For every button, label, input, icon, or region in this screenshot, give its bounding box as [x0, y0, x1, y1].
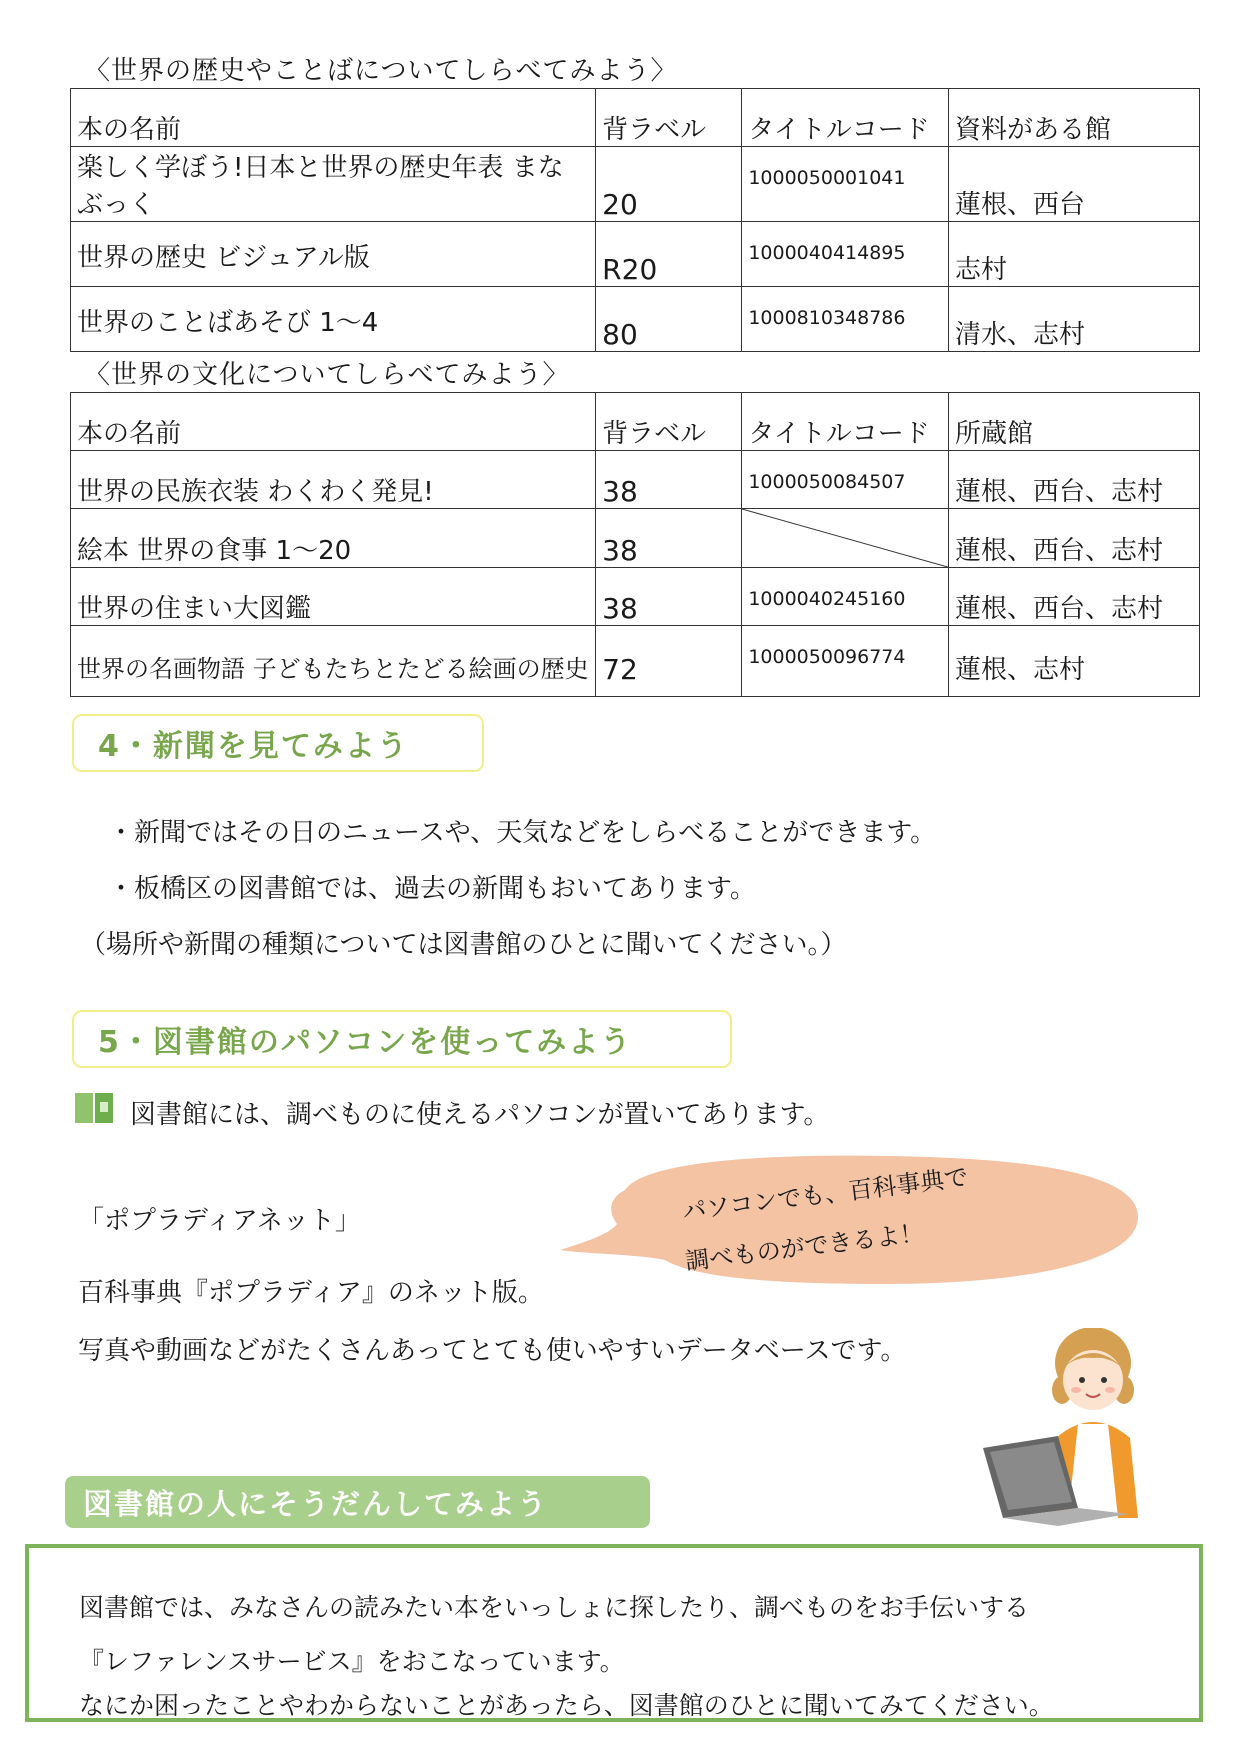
bubble-line-1: パソコンでも、百科事典で	[680, 1162, 970, 1226]
service-name: 「ポプラディアネット」	[78, 1206, 361, 1236]
spine-label: 38	[596, 451, 742, 509]
reference-line-2: 『レファレンスサービス』をおこなっています。	[79, 1647, 625, 1676]
title-code-cell	[742, 147, 949, 222]
header-book-name: 本の名前	[71, 89, 596, 147]
header-library: 資料がある館	[948, 89, 1199, 147]
reference-banner: 図書館の人にそうだんしてみよう	[65, 1476, 650, 1528]
newspaper-note: （場所や新聞の種類については図書館のひとに聞いてください。）	[80, 930, 847, 960]
bullet-dot: ・	[108, 874, 135, 904]
pc-heading: 5・図書館のパソコンを使ってみよう	[72, 1010, 732, 1068]
table-header-row	[71, 89, 1200, 147]
section-title-history: 〈世界の歴史やことばについてしらべてみよう〉	[84, 56, 678, 86]
header-title-code: タイトルコード	[742, 393, 949, 451]
table-row	[71, 451, 1200, 509]
title-code-cell-empty	[742, 509, 949, 568]
reference-line-3: なにか困ったことやわからないことがあったら、図書館のひとに聞いてみてください。	[79, 1691, 1054, 1720]
table-row	[71, 147, 1200, 222]
table-row	[71, 287, 1200, 352]
header-library: 所蔵館	[948, 393, 1199, 451]
library-list: 蓮根、西台、志村	[948, 451, 1199, 509]
speech-bubble	[555, 1150, 1145, 1290]
title-code-cell	[742, 287, 949, 352]
book-name: 楽しく学ぼう!日本と世界の歴史年表 まなぶっく	[71, 147, 596, 222]
history-book-table	[70, 88, 1200, 352]
title-code: 1000050096774	[748, 646, 906, 668]
librarian-illustration	[978, 1328, 1148, 1528]
spine-label: 72	[596, 626, 742, 697]
book-name: 世界の住まい大図鑑	[71, 568, 596, 626]
library-list: 蓮根、西台	[948, 147, 1199, 222]
title-code: 1000810348786	[748, 307, 906, 329]
header-title-code: タイトルコード	[742, 89, 949, 147]
book-name: 世界の歴史 ビジュアル版	[71, 222, 596, 287]
book-name: 世界の民族衣装 わくわく発見!	[71, 451, 596, 509]
reference-box	[25, 1544, 1203, 1722]
bullet-text: 板橋区の図書館では、過去の新聞もおいてあります。	[134, 874, 756, 904]
book-name: 絵本 世界の食事 1～20	[71, 509, 596, 568]
spine-label: 20	[596, 147, 742, 222]
library-list: 蓮根、志村	[948, 626, 1199, 697]
newspaper-heading: 4・新聞を見てみよう	[72, 714, 484, 772]
book-name: 世界のことばあそび 1～4	[71, 287, 596, 352]
pc-intro: 図書館には、調べものに使えるパソコンが置いてあります。	[130, 1100, 830, 1130]
spine-label: 38	[596, 568, 742, 626]
newspaper-bullet-2	[108, 868, 756, 905]
title-code: 1000050001041	[748, 167, 906, 189]
library-list: 清水、志村	[948, 287, 1199, 352]
bullet-text: 新聞ではその日のニュースや、天気などをしらべることができます。	[134, 818, 937, 848]
header-spine-label: 背ラベル	[596, 393, 742, 451]
book-name: 世界の名画物語 子どもたちとたどる絵画の歴史	[71, 626, 596, 697]
header-spine-label: 背ラベル	[596, 89, 742, 147]
library-list: 蓮根、西台、志村	[948, 568, 1199, 626]
table-row	[71, 509, 1200, 568]
spine-label: R20	[596, 222, 742, 287]
title-code-cell	[742, 451, 949, 509]
newspaper-bullet-1	[108, 812, 936, 849]
table-row	[71, 626, 1200, 697]
book-icon	[74, 1090, 114, 1126]
table-row	[71, 568, 1200, 626]
bullet-dot: ・	[108, 818, 135, 848]
reference-line-1: 図書館では、みなさんの読みたい本をいっしょに探したり、調べものをお手伝いする	[79, 1593, 1030, 1622]
title-code: 1000050084507	[748, 471, 906, 493]
spine-label: 80	[596, 287, 742, 352]
title-code-cell	[742, 568, 949, 626]
service-desc-1: 百科事典『ポプラディア』のネット版。	[78, 1278, 544, 1308]
header-book-name: 本の名前	[71, 393, 596, 451]
library-list: 志村	[948, 222, 1199, 287]
title-code-cell	[742, 222, 949, 287]
bubble-line-2: 調べものができるよ！	[683, 1218, 926, 1276]
library-list: 蓮根、西台、志村	[948, 509, 1199, 568]
title-code: 1000040414895	[748, 242, 906, 264]
title-code-cell	[742, 626, 949, 697]
table-row	[71, 222, 1200, 287]
service-desc-2: 写真や動画などがたくさんあってとても使いやすいデータベースです。	[78, 1336, 907, 1366]
diagonal-slash	[742, 509, 948, 567]
spine-label: 38	[596, 509, 742, 568]
title-code: 1000040245160	[748, 588, 906, 610]
table-header-row	[71, 393, 1200, 451]
culture-book-table	[70, 392, 1200, 697]
section-title-culture: 〈世界の文化についてしらべてみよう〉	[84, 360, 570, 390]
